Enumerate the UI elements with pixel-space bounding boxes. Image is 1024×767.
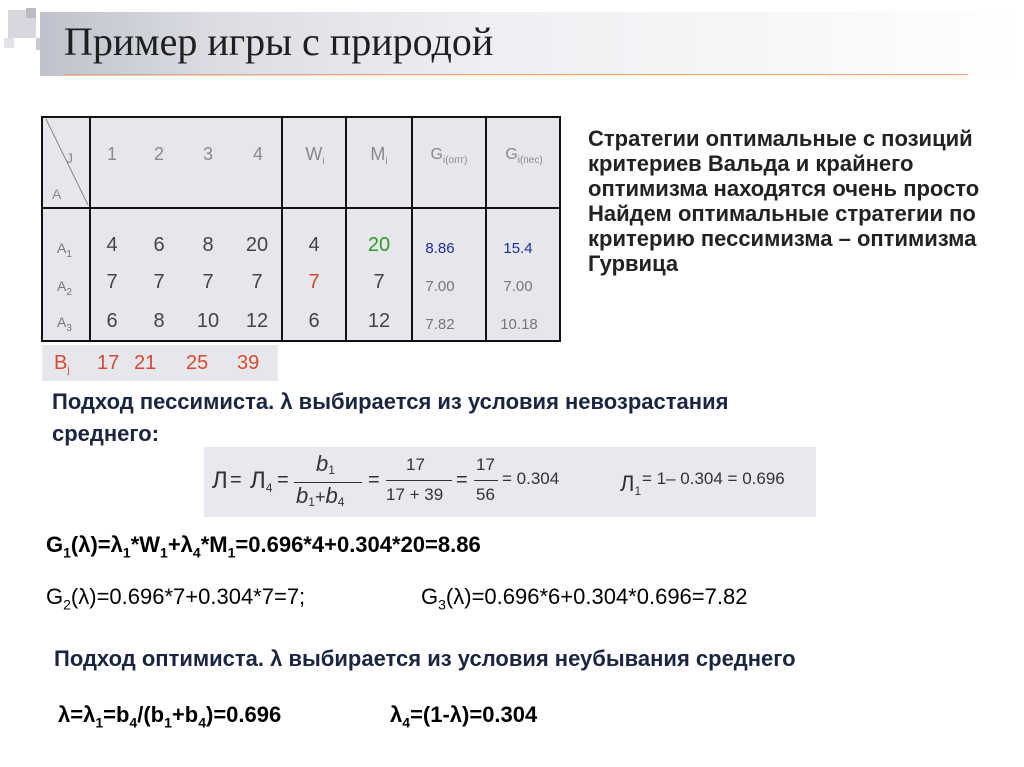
cell-a2-gpes: 7.00: [503, 278, 533, 295]
cell-a3-gopt: 7.82: [425, 316, 455, 333]
cell-a3-4: 12: [245, 310, 269, 332]
cell-a2-1: 7: [106, 271, 118, 293]
corner-a-label: A: [52, 186, 62, 202]
table-border-right: [559, 117, 561, 342]
formula-eq-2: =: [277, 469, 289, 491]
pessimist-heading-line2: среднего:: [52, 421, 160, 446]
cell-a1-4: 20: [245, 234, 269, 256]
row-label-a3: $A_3$: [57, 314, 72, 334]
optimist-heading: Подход оптимиста. λ выбирается из условия неубывания среднего: [54, 646, 796, 671]
formula-b1-num: b1: [316, 451, 335, 477]
cell-a3-1: 6: [106, 310, 118, 332]
fraction-bar-3: [474, 480, 498, 481]
table-border-g1: [411, 117, 413, 342]
formula-eq-4: =: [456, 469, 468, 491]
row-label-a1: $A_1$: [57, 240, 72, 260]
table-border-w: [281, 117, 283, 342]
formula-box: [204, 447, 816, 517]
optimist-lambda-equation: $\lambda=\lambda_1=b_4/(b_1+b_4)=0.696$: [58, 702, 282, 731]
pessimist-heading-line1: Подход пессимиста. λ выбирается из условия невозрастания: [52, 389, 729, 414]
pessimist-heading: [52, 386, 912, 450]
formula-lambda4: Л4: [250, 467, 273, 495]
page-title: Пример игры с природой: [64, 19, 494, 64]
corner-square-4: [4, 38, 14, 48]
formula-result-2: = 1– 0.304 = 0.696: [642, 469, 785, 488]
w-header: $W_i$: [305, 144, 325, 167]
corner-square-3: [26, 8, 36, 18]
row-label-a2: $A_2$: [57, 278, 72, 298]
formula-eq-3: =: [368, 469, 380, 491]
cell-a2-3: 7: [202, 271, 214, 293]
table-border-left: [41, 117, 43, 342]
formula-result-1: = 0.304: [502, 469, 560, 488]
bj-value-3: 25: [186, 352, 209, 374]
g-opt-header: $G_{i(опт)}$: [430, 146, 468, 166]
col-header-2: 2: [153, 144, 164, 164]
bj-value-1: 17: [97, 352, 120, 374]
table-border-g2: [485, 117, 487, 342]
formula-lambda1: Л1: [620, 471, 642, 498]
col-header-4: 4: [252, 144, 263, 164]
g1-equation: $G_1(\lambda)=\lambda_1*W_1+\lambda_4*M_1=0.696*4+0.304*20=8.86$: [46, 532, 481, 561]
cell-a1-2: 6: [153, 234, 165, 256]
cell-a3-3: 10: [196, 310, 220, 332]
table-border-header: [41, 207, 561, 209]
formula-lambda: Л: [212, 467, 228, 494]
col-header-3: 3: [202, 144, 213, 164]
bj-label: $B_j$: [54, 352, 70, 376]
optimist-lambda4-equation: $\lambda_4=(1-\lambda)=0.304$: [390, 702, 538, 731]
formula-17-num: 17: [406, 455, 425, 474]
formula-17b-num: 17: [476, 455, 495, 474]
table-border-corner: [89, 117, 91, 342]
cell-a3-gpes: 10.18: [500, 316, 538, 333]
corner-j-label: J: [66, 150, 73, 166]
table-border-m: [345, 117, 347, 342]
cell-a2-m: 7: [373, 271, 385, 293]
cell-a1-m: 20: [367, 234, 391, 256]
table-border-top: [41, 116, 561, 118]
formula-17-39-den: 17 + 39: [386, 485, 444, 504]
cell-a1-3: 8: [202, 234, 214, 256]
cell-a3-m: 12: [367, 310, 391, 332]
strategy-explanation: Стратегии оптимальные с позиций критериев Вальда и крайнего оптимизма находятся очень просто Найдем оптимальные стратегии по критерию пессимизма – оптимизма Гурвица: [588, 126, 980, 276]
fraction-bar-2: [386, 480, 452, 481]
cell-a2-2: 7: [153, 271, 165, 293]
m-header: $M_i$: [370, 144, 388, 167]
cell-a1-1: 4: [106, 234, 118, 256]
formula-b-den: b1+b4: [296, 483, 345, 509]
formula-56-den: 56: [476, 485, 495, 504]
cell-a1-gpes: 15.4: [503, 240, 533, 257]
g2-equation: $G_2(\lambda)=0.696*7+0.304*7=7$;: [46, 584, 306, 613]
cell-a3-w: 6: [308, 310, 320, 332]
formula-eq-1: =: [230, 469, 242, 491]
col-header-1: 1: [106, 144, 117, 164]
cell-a1-gopt: 8.86: [425, 240, 455, 257]
cell-a2-gopt: 7.00: [425, 278, 455, 295]
g-pes-header: $G_{i(пес)}$: [505, 146, 543, 166]
cell-a2-4: 7: [251, 271, 263, 293]
title-rule: [64, 74, 968, 75]
cell-a1-w: 4: [308, 234, 320, 256]
cell-a2-w: 7: [308, 271, 320, 293]
bj-value-2: 21: [134, 352, 157, 374]
bj-value-4: 39: [237, 352, 260, 374]
g3-equation: $G_3(\lambda)=0.696*6+0.304*0.696=7.82$: [421, 584, 748, 613]
cell-a3-2: 8: [153, 310, 165, 332]
table-border-bottom: [41, 340, 561, 342]
